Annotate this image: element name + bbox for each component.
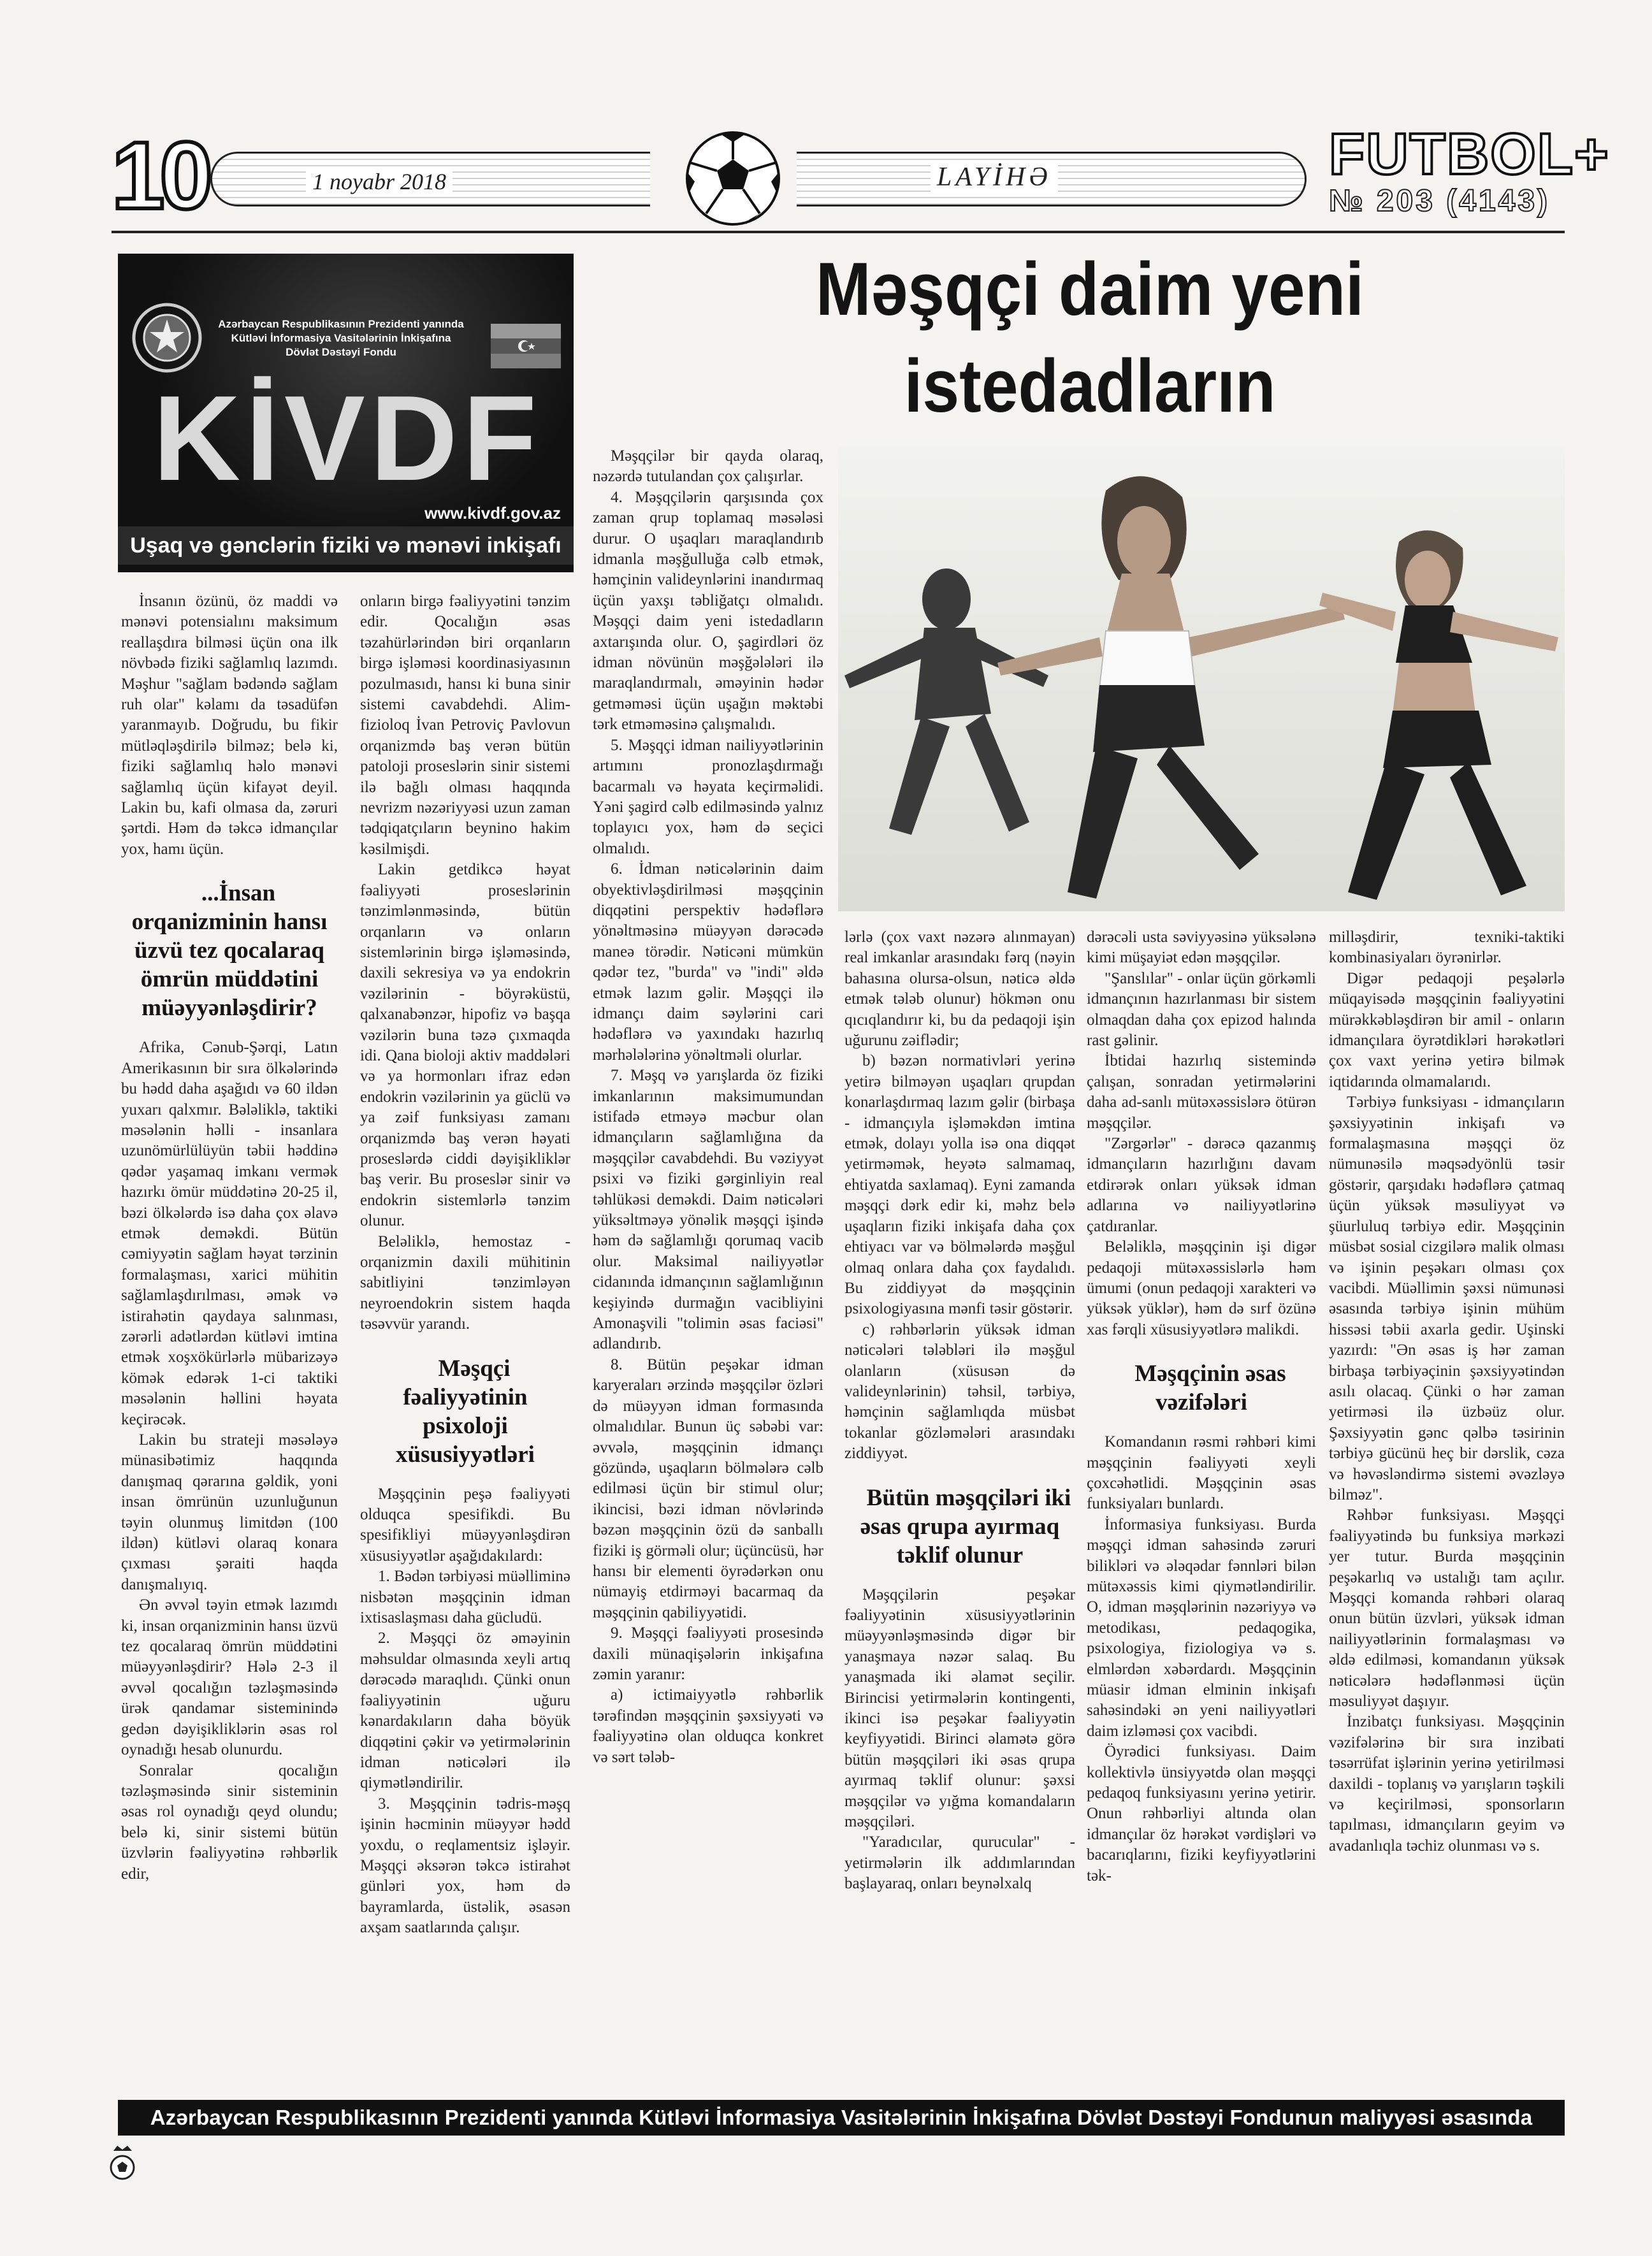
paragraph: 1. Bədən tərbiyəsi müəlliminə nisbətən məşqçinin idman ixtisaslaşması daha gücludü. (360, 1568, 570, 1627)
paragraph: 9. Məşqçi fəaliyyəti prosesində daxili münaqişələrin inkişafına zəmin yaranır: (593, 1624, 823, 1683)
paragraph: Tərbiyə funksiyası - idmançıların şəxsiyyətinin inkişafı və formalaşmasına məşqçi öz nümunəsilə məqsədyönlü təsir göstərir, qarşıdakı hədəflərə çatmaq üçün yüksək məsuliyyət və şüurluluq tərbiyə edir. Məşqçinin müsbət sosial cizgilərə malik olması və işinin peşəkarı olması çox vacibdi. Müəllimin şəxsi nümunəsi əsasında tərbiyə işinin mühüm hissəsi təbii axarla gedir. Uşinski yazırdı: "Ən əsas iş hər zaman birbaşa tərbiyəçinin şəxsiyyətindən asılı olacaq. Çünki o hər zaman yetirməsi ilə üzbəüz olur. Şəxsiyyətin gənc qəlbə təsirinin tərbiyə gücünü heç bir dərslik, cəza və həvəsləndirmə sistemi əvəzləyə bilməz". (1329, 1094, 1565, 1503)
kivdf-banner (118, 254, 574, 572)
flag-icon (491, 324, 561, 368)
paragraph: Beləliklə, hemostaz - orqanizmin daxili mühitinin sabitliyini tənzimləyən neyroendokrin sistem haqda təsəvvür yarandı. (360, 1233, 570, 1333)
issue-number: № 203 (4143) (1329, 184, 1551, 218)
page-number: 10 (112, 122, 208, 229)
paragraph: Məşqçinin peşə fəaliyyəti olduqca spesifikdi. Bu spesifikliyi müəyyənləşdirən xüsusiyyətlər aşağıdakılardı: (360, 1485, 570, 1565)
paragraph: İnformasiya funksiyası. Burda məşqçi idman sahəsində zəruri bilikləri və ələqədar fənnləri bilən mütəxəssis kimi qiymətləndirilir. O, idman məşqlərinin nəzəriyyə və metodikası, pedaqogika, psixologiya, fiziologiya və s. elmlərdən xəbərdardı. Məşqçinin müasir idman elminin inkişafı sahəsindəki ən yeni nailiyyətləri daim izləməsi çox vacibdi. (1087, 1515, 1316, 1740)
paragraph: Rəhbər funksiyası. Məşqçi fəaliyyətində bu funksiya mərkəzi yer tutur. Burda məşqçinin peşəkarlıq və ustalığı tam açılır. Məşqçi komanda rəhbəri olaraq onun bütün üzvləri, yüksək idman nailiyyətlərinin formalaşması və əldə edilməsi, komandanın yüksək nəticələrə hədəflənməsi üçün məsuliyyət daşıyır. (1329, 1507, 1565, 1710)
paragraph: İnzibatçı funksiyası. Məşqçinin vəzifələrinə bir sıra inzibati təsərrüfat işlərinin yerinə yetirilməsi daxildi - toplanış və yarışların təşkili və keçirilməsi, sponsorların tapılması, idmançıların geyim və avadanlıqla təchiz olunması və s. (1329, 1713, 1565, 1855)
subheading: Bütün məşqçiləri iki əsas qrupa ayırmaq təklif olunur (860, 1484, 1071, 1568)
column-4 (844, 927, 1075, 1895)
fund-name-line-1: Azərbaycan Respublikasının Prezidenti yanında (218, 318, 464, 330)
paragraph: Sonralar qocalığın təzləşməsində sinir sisteminin əsas rol oynadığı qeyd olundu; belə ki, sinir sistemi bütün üzvlərin fəaliyyətinə rəhbərlik edir, (121, 1761, 338, 1883)
paragraph: 2. Məşqçi öz əməyinin məhsuldar olmasında xeyli artıq dərəcədə maraqlıdı. Çünki onun fəaliyyətinin uğuru kənardakıların daha böyük diqqətini çəkir və yetirmələrinin idman nəticələri ilə qiymətləndirilir. (360, 1630, 570, 1792)
paragraph: lərlə (çox vaxt nəzərə alınmayan) real imkanlar arasındakı fərq (nəyin bahasına olursa-olsun, nəticə əldə etmək tələb olunur) hökmən onu qıcıqlandırır ki, bu da pedaqoji işin uğurunu zəiflədir; (844, 929, 1075, 1050)
paragraph: Lakin getdikcə həyat fəaliyyəti proseslərinin tənzimlənməsində, bütün orqanların və onların sistemlərinin birgə işləməsində, daxili sekresiya və ya endokrin vəzilərinin - böyrəküstü, qalxanabənzər, hipofiz və başqa vəzilərin buna təzə çıxmaqda idi. Qana bioloji aktiv maddələri və ya hormonları ifraz edən endokrin vəzilərinin ya güclü və ya zəif funksiyası zamanı orqanizmdə baş verən həyati proseslərdə ciddi dəyişikliklər baş verir. Bu proseslər sinir və endokrin sistemlərlə tənzim olunur. (360, 861, 570, 1230)
paragraph: İnsanın özünü, öz maddi və mənəvi potensialını maksimum reallaşdıra bilməsi üçün ona ilk növbədə fiziki sağlamlıq lazımdı. Məşhur "sağlam bədəndə sağlam ruh olar" kəlamı da təsadüfən yaranmayıb. Doğrudu, bu fikir mütləqləşdirilə bilməz; belə ki, fiziki sağlamlıq həlo mənəvi sağlamlıq üçün kifayət deyil. Lakin bu, kafi olmasa da, zəruri şərtdi. Həm də təkcə idmançılar yox, hamı üçün. (121, 593, 338, 858)
paragraph: a) ictimaiyyətlə rəhbərlik tərəfindən məşqçinin şəxsiyyəti və fəaliyyətinə olan olduqca konkret və sərt tələb- (593, 1686, 823, 1766)
fund-name-line-2: Kütləvi İnformasiya Vasitələrinin İnkişafına (231, 332, 451, 344)
section-label: LAYİHƏ (931, 162, 1058, 192)
kivdf-tagline: Uşaq və gənclərin fiziki və mənəvi inkişafı (118, 526, 574, 565)
column-3 (593, 446, 823, 1768)
fund-name-line-3: Dövlət Dəstəyi Fondu (286, 346, 396, 358)
paragraph: Afrika, Cənub-Şərqi, Latın Amerikasının bir sıra ölkələrində bu hədd daha aşağıdı və 60 ildən yuxarı qalxmır. Bələliklə, taktiki məsələnin həlli - insanlara uzunömürlülüyün təbii həddinə qədər yaşamaq imkanı vermək hazırkı ömür müddətinə 20-25 il, bəzi ölkələrdə isə daha çox əlavə etmək deməkdi. Bütün cəmiyyətin sağlam həyat tərzinin formalaşması, xarici mühitin sağlamlaşdırılması, əmək və istirahətin qaydaya salınması, zərərli adətlərdən kütləvi imtina etmək xoşxökürlərlə mübarizəyə kömək edərək 1-ci taktiki məsələnin həllini həyata keçirəcək. (121, 1039, 338, 1428)
paragraph: Komandanın rəsmi rəhbəri kimi məşqçinin fəaliyyəti xeyli çoxcəhətlidi. Məşqçinin əsas funksiyaları bunlardı. (1087, 1433, 1316, 1513)
football-icon (682, 124, 784, 233)
paragraph: b) bəzən normativləri yerinə yetirə bilməyən uşaqları qrupdan konarlaşdırmaq lazım gəlir (birbaşa - idmançıyla işləməkdən imtina etmək, dolayı yolla isə ona diqqət yetirməmək, heyətə salmamaq, ehtiyatda saxlamaq). Eyni zamanda məşqçi dərk edir ki, məhz belə uşaqların fiziki inkişafa daha çox ehtiyacı var və bölmələrdə məşğul olmaq onlara daha çox faydalıdı. Bu ziddiyyət də məşqçinin psixologiyasına mənfi təsir göstərir. (844, 1052, 1075, 1318)
paragraph: milləşdirir, texniki-taktiki kombinasiyaları öyrənirlər. (1329, 929, 1565, 967)
subheading: ...İnsan orqanizminin hansı üzvü tez qocalaraq ömrün müddətini müəyyənləşdirir? (131, 880, 328, 1022)
issue-date: 1 noyabr 2018 (306, 168, 453, 195)
paragraph: 4. Məşqçilərin qarşısında çox zaman qrup toplamaq məsələsi durur. O uşaqları maraqlandırıb idmanla məşğulluğa cəlb etmək, həmçinin valideynlərini inandırmaq üçün yaxşı təbliğatçı olmalıdı. Məşqçi daim yeni istedadların axtarışında olur. O, şagirdləri öz idman növünün məşğələləri ilə maraqlandırmalı, əməyinin hədər getməməsi üçün uşağın məktəbi tərk etməməsinə çalışmalıdı. (593, 488, 823, 734)
paragraph: 6. İdman nəticələrinin daim obyektivləşdirilməsi məşqçinin diqqətini perspektiv hədəflərə yönəltməsinə müəyyən dərəcədə maneə törədir. Nəticəni mümkün qədər tez, "burda" və "indi" əldə etmək lazım gəlir. Məşqçi ilə idmançı daim səylərini cari hədəflərə və yaxındakı hazırlıq mərhələlərinə yönəltməli olurlar. (593, 860, 823, 1064)
paragraph: "Şanslılar" - onlar üçün görkəmli idmançının hazırlanması bir sistem olmaqdan daha çox epizod halında rast gəlinir. (1087, 969, 1316, 1050)
paragraph: Məşqçilər bir qayda olaraq, nəzərdə tutulandan çox çalışırlar. (593, 447, 823, 486)
paragraph: 5. Məşqçi idman nailiyyətlərinin artımını pronozlaşdırmağı bacarmalı və həyata keçirməlidi. Yəni şagird cəlb edilməsində yalnız toplayıcı yox, həm də seçici olmalıdı. (593, 736, 823, 857)
header-rule (112, 231, 1565, 233)
column-1 (121, 591, 338, 1884)
paragraph: Beləliklə, məşqçinin işi digər pedaqoji mütəxəssislərlə həm ümumi (onun pedaqoji xarakteri və yüksək yüklər), həm də sırf özünə xas fərqli xüsusiyyətlərə malikdi. (1087, 1238, 1316, 1338)
paragraph: Öyrədici funksiyası. Daim kollektivlə ünsiyyətdə olan məşqçi pedaqoq funksiyasını yerinə yetirir. Onun rəhbərliyi altında olan idmançılar öz hərəkət vərdişləri və bacarıqlarını, fiziki keyfiyyətlərini tək- (1087, 1743, 1316, 1884)
column-6 (1329, 927, 1565, 1856)
paragraph: 8. Bütün peşəkar idman karyeraları ərzində məşqçilər özləri də müəyyən idman formasında olmalıdılar. Bunun üç səbəbi var: əvvələ, məşqçinin idmançı gözündə, uşaqların bölmələrə cəlb edilməsi üçün bir stimul olur; ikincisi, bəzi idman növlərində bəzən məşqçinin özü də sanballı fiziki iş görməli olur; üçüncüsü, hər hansı bir elementi öyrədərkən onu nümayiş etdirməyi bacarmaq da məşqçinin qabiliyyətidi. (593, 1356, 823, 1621)
fund-name (207, 317, 475, 359)
dancers-photo (838, 446, 1565, 911)
football-federation-icon (108, 2144, 137, 2183)
futbol-logo: FUTBOL+ (1329, 122, 1610, 187)
column-2 (360, 591, 570, 1939)
subheading: Məşqçinin əsas vəzifələri (1134, 1361, 1286, 1416)
paragraph: 3. Məşqçinin tədris-məşq işinin həcminin müəyyər hədd yoxdu, o reqlamentsiz işləyir. Məşqçi əksərən təkcə istirahət günləri yox, həm də bayramlarda, üstəlik, əsasən axşam saatlarında çalışır. (360, 1795, 570, 1937)
kivdf-acronym: KİVDF (153, 371, 542, 506)
paragraph: 7. Məşq və yarışlarda öz fiziki imkanlarının maksimumundan istifadə etməyə məcbur olan idmançıların sağlamlığına da məşqçilər cavabdehdi. Bu vəziyyət psixi və fiziki gərginliyin real təhlükəsi deməkdi. Daim nəticələri yüksəltməyə yönəlik məşqçi işində həm də sağlamlığı qorumaq vacib olur. Maksimal nailiyyətlər cidanında idmançının sağlamlığının keşiyində durmağın vacibliyini Amonaşvili "tolimin əsas faciəsi" adlandırıb. (593, 1067, 823, 1353)
paragraph: onların birgə fəaliyyətini tənzim edir. Qocalığın əsas təzahürlərindən biri orqanların birgə işləməsi koordinasiyasının pozulmasıdı, hansı ki buna sinir sistemi cavabdehdi. Alim-fizioloq İvan Petroviç Pavlovun orqanizmdə baş verən bütün patoloji proseslərin sinir sistemi ilə bağlı olması haqqında nevrizm nəzəriyyəsi uzun zaman tədqiqatçıların beynino hakim kəsilmişdi. (360, 593, 570, 858)
paragraph: Məşqçilərin peşəkar fəaliyyətinin xüsusiyyətlərinin müəyyənləşməsində digər bir yanaşmaya nəzər salaq. Bu yanaşmada iki əlamət seçilir. Birincisi yetirmələrin kontingenti, ikinci isə peşəkar fəaliyyətin keyfiyyətidi. Birinci əlamətə görə bütün məşqçiləri iki əsas qrupa ayırmaq təklif olunur: şəxsi məşqçilər və yığma komandaların məşqçiləri. (844, 1586, 1075, 1831)
paragraph: dərəcəli usta səviyyəsinə yüksələnə kimi müşayiət edən məşqçilər. (1087, 929, 1316, 967)
headline-line-1: Məşqçi daim yeni istedadların (816, 247, 1364, 428)
state-emblem-icon (131, 301, 204, 375)
subheading: Məşqçi fəaliyyətinin psixoloji xüsusiyyətləri (396, 1355, 535, 1468)
paragraph: İbtidai hazırlıq sistemində çalışan, sonradan yetirmələrini daha ad-sanlı mütəxəssislərə ötürən məşqçilər. (1087, 1052, 1316, 1132)
kivdf-url: www.kivdf.gov.az (424, 503, 561, 523)
paragraph: Ən əvvəl təyin etmək lazımdı ki, insan orqanizminin hansı üzvü tez qocalaraq ömrün müddətini müəyyənləşdirir? Hələ 2-3 il əvvəl qocalığın təzləşməsində ürək qandamar sisteminində gedən dəyişikliklərin əsas rol oynadığı hesab olunurdu. (121, 1596, 338, 1759)
paragraph: "Zərgərlər" - dərəcə qazanmış idmançıların hazırlığını davam etdirərək onları yüksək idman adlarına və nailiyyətlərinə çatdıranlar. (1087, 1135, 1316, 1235)
funding-footer: Azərbaycan Respublikasının Prezidenti yanında Kütləvi İnformasiya Vasitələrinin İnkişafına Dövlət Dəstəyi Fondunun maliyyəsi əsasında (118, 2100, 1565, 2136)
paragraph: c) rəhbərlərin yüksək idman nəticələri tələbləri ilə məşğul olanların (xüsusən də valideynlərinin) təhsil, tərbiyə, həmçinin sağlamlıqda müsbət tokanlar gözləmələri arasındakı ziddiyyət. (844, 1320, 1075, 1463)
column-5 (1087, 927, 1316, 1886)
paragraph: "Yaradıcılar, qurucular" - yetirmələrin ilk addımlarından başlayaraq, onları beynəlxalq (844, 1833, 1075, 1893)
paragraph: Digər pedaqoji peşələrlə müqayisədə məşqçinin fəaliyyətini mürəkkəbləşdirən bir amil - onların idmançılara öyrətdikləri hərəkətləri çox vaxt yerinə yetirə bilmək iqtidarında olmamalarıdı. (1329, 969, 1565, 1090)
paragraph: Lakin bu strateji məsələyə münasibətimiz haqqında danışmaq qərarına gəldik, yoni insan ömrünün uzunluğunun təyin olunmuş limitdən (100 ildən) kütləvi olaraq konara çıxması şəraiti haqda danışmalıyıq. (121, 1431, 338, 1593)
